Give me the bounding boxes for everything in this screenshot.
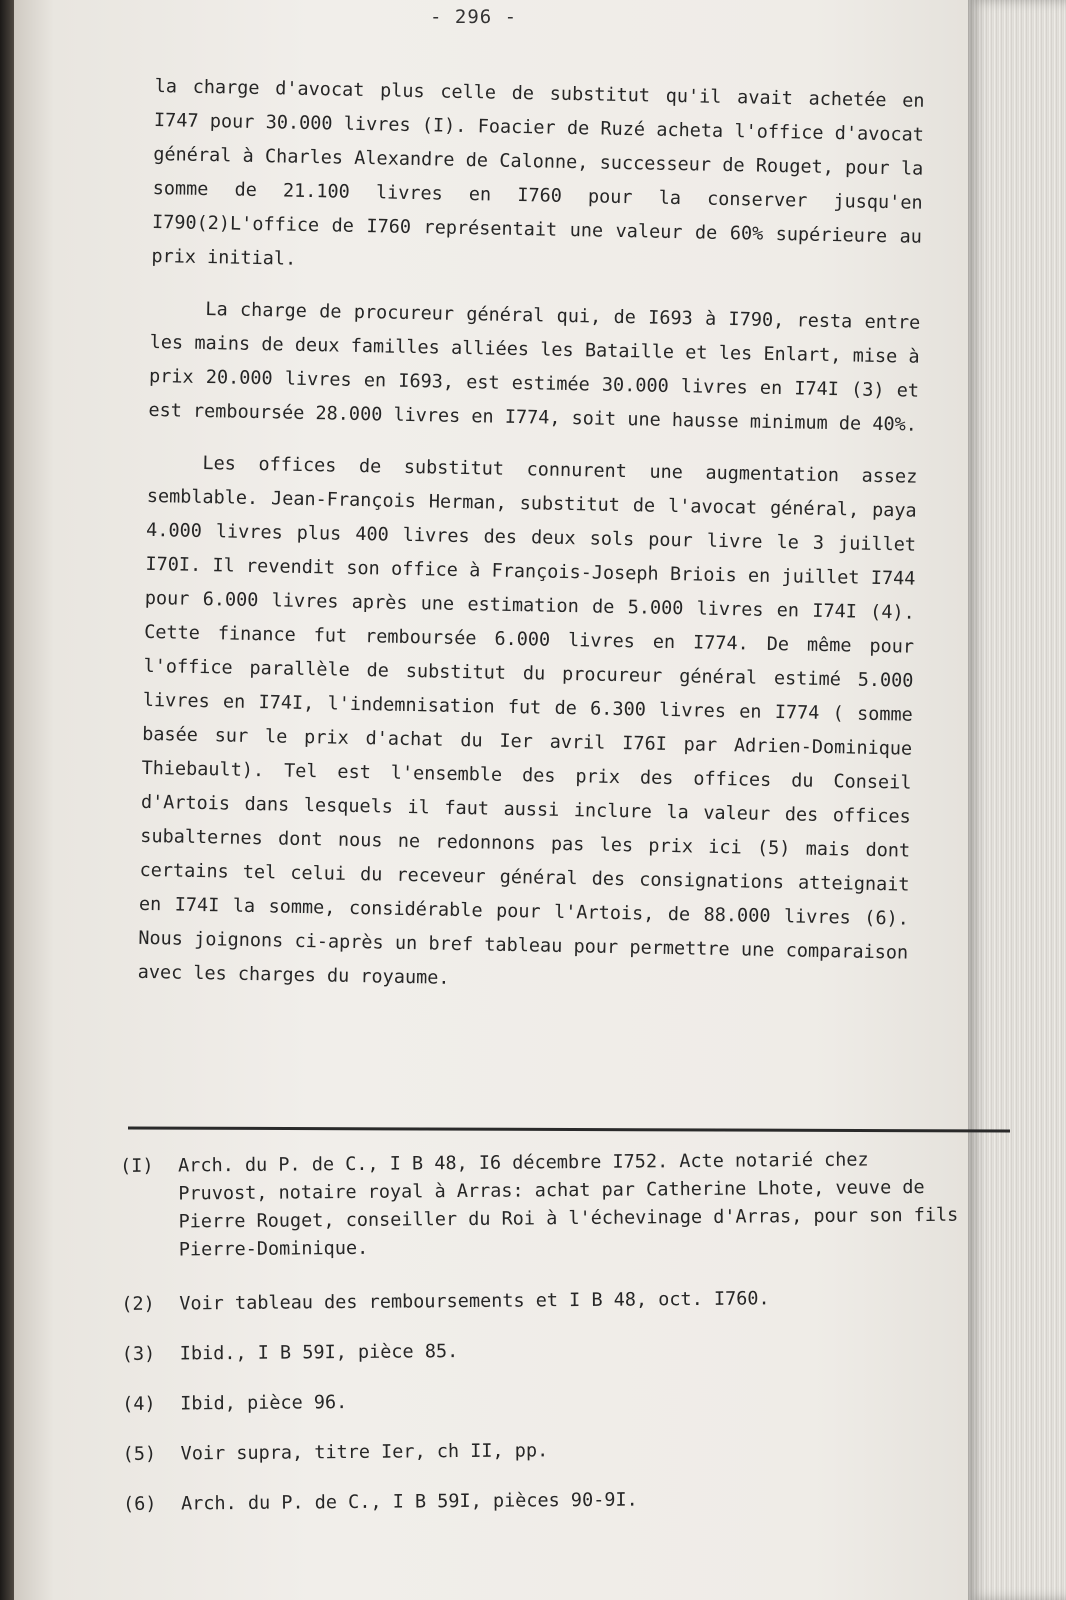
page-edges xyxy=(968,0,1066,1600)
footnote-number: (I) xyxy=(120,1155,154,1177)
footnote xyxy=(123,1434,963,1469)
footnote-text: Voir tableau des remboursements et I B 48, oct. I760. xyxy=(179,1288,770,1315)
footnote-text: Arch. du P. de C., I B 48, I6 décembre I752. Acte notarié chez Pruvost, notaire royal à Arras: achat par Catherine Lhote, veuve de Pierre Rouget, conseiller du Roi à l'échevinage d'Arras, pour son fils Pierre-Dominique. xyxy=(178,1149,959,1261)
footnote-text: Ibid., I B 59I, pièce 85. xyxy=(179,1341,459,1365)
footnote-number: (6) xyxy=(122,1493,157,1515)
main-text xyxy=(137,70,925,1023)
footnote-number: (4) xyxy=(122,1393,156,1415)
footnote xyxy=(122,1334,962,1369)
paragraph: la charge d'avocat plus celle de substitut qu'il avait achetée en I747 pour 30.000 livres (I). Foacier de Ruzé acheta l'office d'avocat général à Charles Alexandre de Calonne, successeur de Rouget, pour la somme de 21.100 livres en I760 pour la conserver jusqu'en I790(2)L'office de I760 représentait une valeur de 60% supérieure au prix initial. xyxy=(151,75,925,270)
footnote xyxy=(123,1484,963,1519)
footnote xyxy=(120,1146,961,1265)
footnote xyxy=(121,1284,961,1319)
footnote-text: Arch. du P. de C., I B 59I, pièces 90-9I. xyxy=(180,1489,638,1515)
footnotes xyxy=(120,1146,963,1541)
paragraph: Les offices de substitut connurent une augmentation assez semblable. Jean-François Herman, substitut de l'avocat général, paya 4.000 livres plus 400 livres des deux sols pour livre le 3 juillet I70I. Il revendit son office à François-Joseph Briois en juillet I744 pour 6.000 livres après une estimation de 5.000 livres en I74I (4). Cette finance fut remboursée 6.000 livres en I774. De même pour l'office parallèle de substitut du procureur général estimé 5.000 livres en I74I, l'indemnisation fut de 6.300 livres en I774 ( somme basée sur le prix d'achat du Ier avril I76I par Adrien-Dominique Thiebault). Tel est l'ensemble des prix des offices du Conseil d'Artois dans lesquels il faut aussi inclure la valeur des offices subalternes dont nous ne redonnons pas les prix ici (5) mais dont certains tel celui du receveur général des consignations atteignait en I74I la somme, considérable pour l'Artois, de 88.000 livres (6). Nous joignons ci-après un bref tableau pour permettre une comparaison avec les charges du royaume. xyxy=(137,452,918,989)
footnote-text: Voir supra, titre Ier, ch II, pp. xyxy=(180,1440,549,1465)
footnote-number: (5) xyxy=(122,1443,157,1465)
footnote-text: Ibid, pièce 96. xyxy=(180,1392,348,1415)
footnote-number: (3) xyxy=(121,1343,156,1365)
page-number: - 296 - xyxy=(430,6,518,28)
paragraph: La charge de procureur général qui, de I693 à I790, resta entre les mains de deux familles alliées les Bataille et les Enlart, mise à prix 20.000 livres en I693, est estimée 30.000 livres en I74I (3) et est remboursée 28.000 livres en I774, soit une hausse minimum de 40%. xyxy=(148,299,921,436)
footnote-number: (2) xyxy=(121,1293,155,1315)
footnote xyxy=(122,1384,962,1419)
